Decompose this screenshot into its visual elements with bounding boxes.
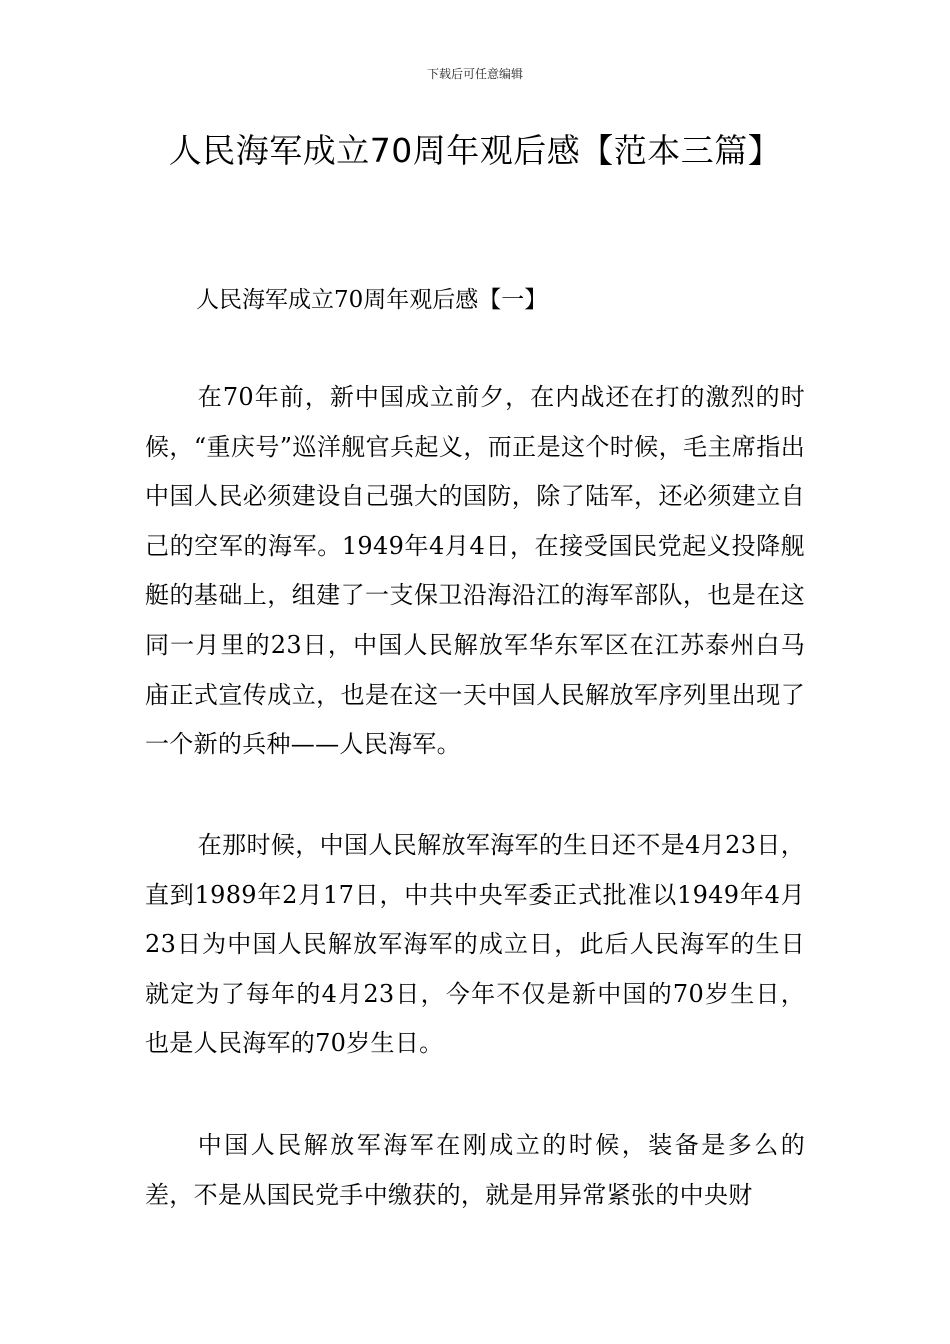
body-paragraph-2: 在那时候，中国人民解放军海军的生日还不是4月23日，直到1989年2月17日，中共中央军委正式批准以1949年4月23日为中国人民解放军海军的成立日，此后人民海军的生日就定为了每年的4月23日，今年不仅是新中国的70岁生日，也是人民海军的70岁生日。 — [145, 831, 805, 1058]
header-note: 下载后可任意编辑 — [426, 67, 523, 81]
body-paragraph-1: 在70年前，新中国成立前夕，在内战还在打的激烈的时候，“重庆号”巡洋舰官兵起义，而正是这个时候，毛主席指出中国人民必须建设自己强大的国防，除了陆军，还必须建立自己的空军的海军。1949年4月4日，在接受国民党起义投降舰艇的基础上，组建了一支保卫沿海沿江的海军部队，也是在这同一月里的23日，中国人民解放军华东军区在江苏泰州白马庙正式宣传成立，也是在这一天中国人民解放军序列里出现了一个新的兵种——人民海军。 — [145, 383, 805, 759]
section-heading: 人民海军成立70周年观后感【一】 — [196, 287, 548, 313]
document-title: 人民海军成立70周年观后感【范本三篇】 — [168, 131, 782, 170]
body-paragraph-3: 中国人民解放军海军在刚成立的时候，装备是多么的差，不是从国民党手中缴获的，就是用异常紧张的中央财 — [145, 1131, 805, 1209]
